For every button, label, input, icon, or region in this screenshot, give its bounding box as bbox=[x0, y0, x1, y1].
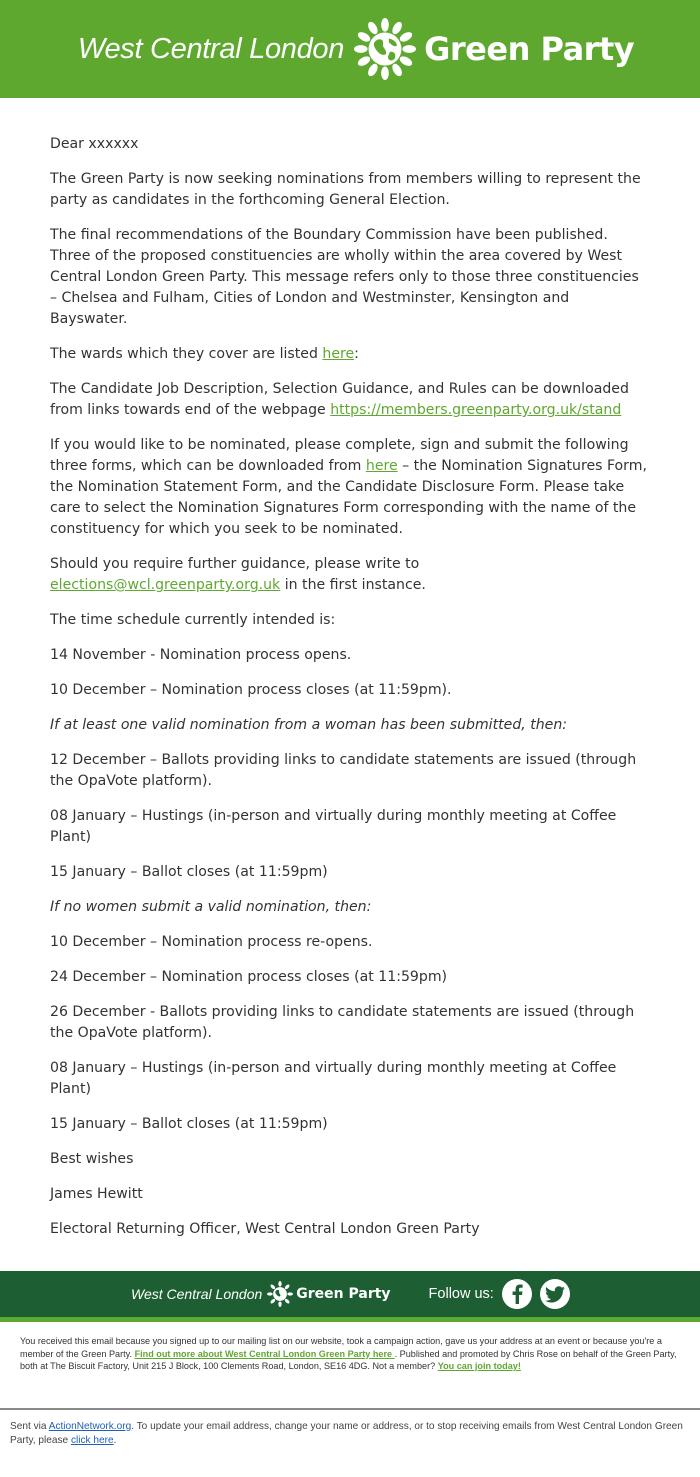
schedule-item: 14 November - Nomination process opens. bbox=[50, 647, 352, 663]
sent-suffix: . bbox=[113, 1434, 117, 1446]
paragraph-intro: The Green Party is now seeking nominations from members willing to represent the party as candidates in the forthcoming General Election. bbox=[50, 171, 641, 208]
greeting: Dear xxxxxx bbox=[50, 136, 139, 152]
forms-here-link[interactable]: here bbox=[365, 458, 398, 474]
contact-text: Should you require further guidance, please write to bbox=[50, 556, 420, 572]
join-today-link[interactable]: You can join today! bbox=[437, 1361, 521, 1372]
signoff: Best wishes bbox=[50, 1151, 134, 1167]
schedule-item: 26 December - Ballots providing links to candidate statements are issued (through the OpaVote platform). bbox=[50, 1004, 635, 1041]
footer-brand-left: West Central London bbox=[131, 1286, 263, 1302]
footer-brand bbox=[131, 1281, 391, 1307]
twitter-icon[interactable] bbox=[540, 1279, 570, 1309]
follow-us-label: Follow us: bbox=[428, 1286, 494, 1302]
legal-text: You received this email because you signed up to our mailing list on our website, took a campaign action, gave us your address at an event or because you're a member of the Green Party. bbox=[20, 1336, 662, 1359]
sender-name: James Hewitt bbox=[50, 1186, 143, 1202]
paragraph-contact bbox=[50, 554, 650, 596]
stand-webpage-link[interactable]: https://members.greenparty.org.uk/stand bbox=[330, 402, 622, 418]
schedule-item: 08 January – Hustings (in-person and virtually during monthly meeting at Coffee Plant) bbox=[50, 808, 617, 845]
wards-here-link[interactable]: here bbox=[322, 346, 355, 362]
footer-bar bbox=[0, 1271, 700, 1322]
facebook-icon[interactable] bbox=[502, 1279, 532, 1309]
wards-text-after: : bbox=[354, 346, 359, 362]
legal-notice bbox=[20, 1335, 680, 1373]
guidance-text: The Candidate Job Description, Selection Guidance, and Rules can be downloaded from links towards end of the webpage bbox=[50, 381, 629, 418]
green-party-earth-flower-icon bbox=[267, 1281, 293, 1307]
paragraph-forms bbox=[50, 435, 650, 540]
header-brand-right: Green Party bbox=[424, 30, 635, 68]
schedule-item: 15 January – Ballot closes (at 11:59pm) bbox=[50, 864, 328, 880]
schedule-item: 10 December – Nomination process closes (at 11:59pm). bbox=[50, 682, 452, 698]
schedule-item: 10 December – Nomination process re-opens. bbox=[50, 934, 373, 950]
forms-text-after: – the Nomination Signatures Form, the Nomination Statement Form, and the Candidate Disclosure Form. Please take care to select the Nomination Signatures Form corresponding with the name of the constituency for which you seek to be nominated. bbox=[50, 458, 647, 537]
schedule-intro: The time schedule currently intended is: bbox=[50, 612, 336, 628]
email-body bbox=[0, 98, 700, 1240]
email-header bbox=[0, 0, 700, 98]
contact-text-after: in the first instance. bbox=[280, 577, 426, 593]
paragraph-boundary: The final recommendations of the Boundary Commission have been published. Three of the proposed constituencies are wholly within the area covered by West Central London Green Party. This message refers only to those three constituencies – Chelsea and Fulham, Cities of London and Westminster, Kensington and Bayswater. bbox=[50, 227, 639, 327]
green-party-earth-flower-icon bbox=[354, 18, 416, 80]
sent-via-notice bbox=[10, 1420, 690, 1447]
actionnetwork-link[interactable]: ActionNetwork.org bbox=[48, 1421, 132, 1432]
sender-role: Electoral Returning Officer, West Central London Green Party bbox=[50, 1221, 480, 1237]
schedule-condition: If at least one valid nomination from a woman has been submitted, then: bbox=[50, 717, 568, 733]
footer-brand-right: Green Party bbox=[296, 1286, 391, 1302]
wards-text: The wards which they cover are listed bbox=[50, 346, 323, 362]
forms-text: If you would like to be nominated, please complete, sign and submit the following three forms, which can be downloaded from bbox=[50, 437, 629, 474]
schedule-item: 15 January – Ballot closes (at 11:59pm) bbox=[50, 1116, 328, 1132]
elections-email-link[interactable]: elections@wcl.greenparty.org.uk bbox=[50, 577, 281, 593]
schedule-item: 08 January – Hustings (in-person and virtually during monthly meeting at Coffee Plant) bbox=[50, 1060, 617, 1097]
schedule-condition: If no women submit a valid nomination, then: bbox=[50, 899, 372, 915]
schedule-item: 12 December – Ballots providing links to candidate statements are issued (through the OpaVote platform). bbox=[50, 752, 637, 789]
legal-text-middle: . Published and promoted by Chris Rose on behalf of the Green Party, both at The Biscuit Factory, Unit 215 J Block, 100 Clements Road, London, SE16 4DG. Not a member? bbox=[20, 1348, 677, 1372]
sent-prefix: Sent via bbox=[10, 1421, 49, 1432]
header-brand-left: West Central London bbox=[77, 32, 345, 65]
paragraph-wards bbox=[50, 344, 650, 365]
find-out-more-link[interactable]: Find out more about West Central London Green Party here bbox=[134, 1348, 395, 1359]
schedule-item: 24 December – Nomination process closes (at 11:59pm) bbox=[50, 969, 448, 985]
unsubscribe-click-here-link[interactable]: click here bbox=[70, 1434, 114, 1446]
sent-middle: . To update your email address, change your name or address, or to stop receiving emails from West Central London Green Party, please bbox=[10, 1421, 683, 1446]
divider bbox=[0, 1408, 700, 1410]
paragraph-guidance bbox=[50, 379, 650, 421]
